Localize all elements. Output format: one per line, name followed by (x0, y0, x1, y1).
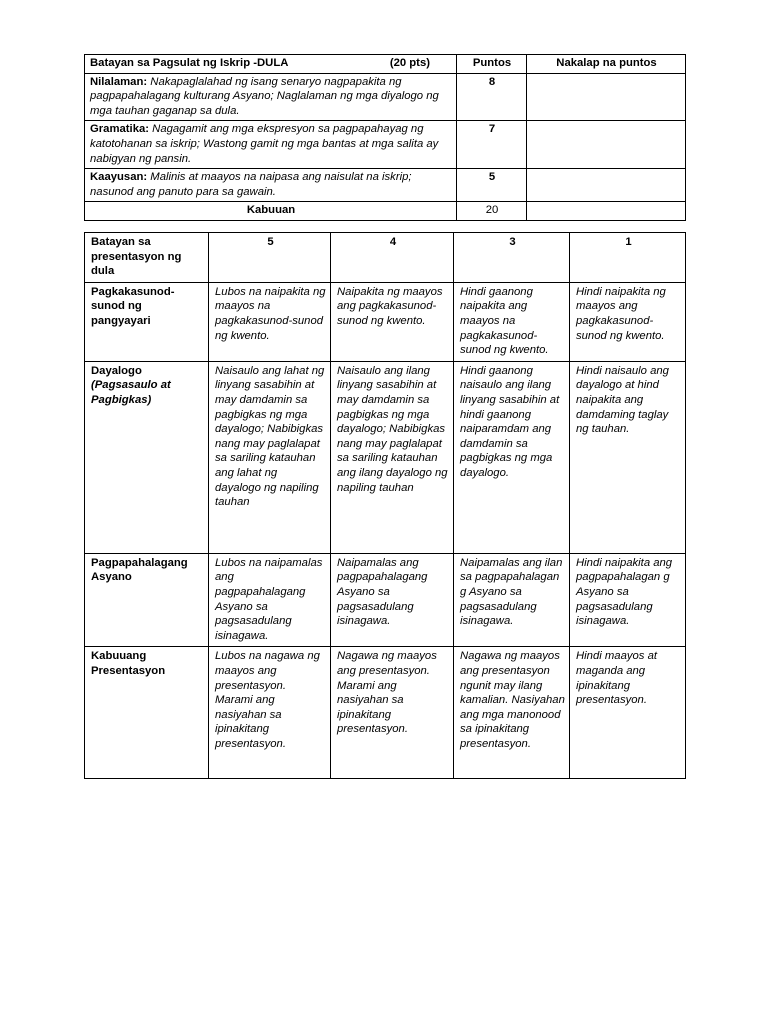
criteria-cell (85, 169, 457, 202)
points-cell: 7 (457, 121, 527, 169)
script-rubric-title-cell (85, 55, 457, 74)
table-row (85, 647, 686, 779)
criteria-header: Batayan sa presentasyon ng dula (85, 233, 209, 283)
table-row (85, 282, 686, 361)
score-5-header: 5 (209, 233, 331, 283)
score-4-description: Nagawa ng maayos ang presentasyon. Marami ang nasiyahan sa ipinakitang presentasyon. (331, 647, 454, 779)
criteria-description: Nagagamit ang mga ekspresyon sa pagpapahayag ng katotohanan sa iskrip; Wastong gamit ng mga bantas at mga salita ay nabigyan ng pansin. (90, 123, 439, 165)
total-earned-cell[interactable] (527, 202, 686, 221)
score-1-description: Hindi naipakita ng maayos ang pagkakasunod-sunod ng kwento. (570, 282, 686, 361)
total-label: Kabuuan (85, 202, 457, 221)
score-4-header: 4 (331, 233, 454, 283)
table-row (85, 169, 686, 202)
col-nakalap-header: Nakalap na puntos (527, 55, 686, 74)
criteria-sublabel: (Pagsasaulo at Pagbigkas) (91, 379, 171, 406)
earned-points-cell[interactable] (527, 169, 686, 202)
criteria-label: Gramatika: (90, 123, 150, 136)
score-3-header: 3 (454, 233, 570, 283)
score-1-header: 1 (570, 233, 686, 283)
earned-points-cell[interactable] (527, 121, 686, 169)
criteria-label: Pagkakasunod-sunod ng pangyayari (85, 282, 209, 361)
presentation-rubric-header (85, 233, 686, 283)
criteria-label: Kaayusan: (90, 171, 148, 184)
script-rubric-title: Batayan sa Pagsulat ng Iskrip -DULA (90, 57, 289, 69)
table-row (85, 553, 686, 647)
criteria-label: Pagpapahalagang Asyano (85, 553, 209, 647)
earned-points-cell[interactable] (527, 73, 686, 121)
score-4-description: Naipakita ng maayos ang pagkakasunod-sunod ng kwento. (331, 282, 454, 361)
points-cell: 8 (457, 73, 527, 121)
score-3-description: Nagawa ng maayos ang presentasyon ngunit may ilang kamalian. Nasiyahan ang mga manonood sa ipinakitang presentasyon. (454, 647, 570, 779)
criteria-cell (85, 121, 457, 169)
criteria-label: Dayalogo (91, 364, 142, 377)
score-5-description: Naisaulo ang lahat ng linyang sasabihin at may damdamin sa pagbigkas ng mga dayalogo; Nabibigkas nang may paglalapat sa sariling katauhan ang lahat ng dayalogo ng napiling tauhan (209, 361, 331, 553)
script-rubric-table (84, 54, 686, 221)
points-cell: 5 (457, 169, 527, 202)
criteria-description: Nakapaglalahad ng isang senaryo nagpapakita ng pagpapahalagang kulturang Asyano; Naglalaman ng mga diyalogo ng mga tauhan gaganap sa dula. (90, 75, 439, 117)
score-1-description: Hindi naisaulo ang dayalogo at hind naipakita ang damdaming taglay ng tauhan. (570, 361, 686, 553)
score-4-description: Naisaulo ang ilang linyang sasabihin at may damdamin sa pagbigkas ng mga dayalogo; Nabibigkas nang may paglalapat sa sariling katauhan ang ilang dayalogo ng napiling tauhan (331, 361, 454, 553)
table-row (85, 361, 686, 553)
score-4-description: Naipamalas ang pagpapahalagang Asyano sa pagsasadulang isinagawa. (331, 553, 454, 647)
criteria-label-cell (85, 361, 209, 553)
score-1-description: Hindi maayos at maganda ang ipinakitang presentasyon. (570, 647, 686, 779)
score-3-description: Naipamalas ang ilan sa pagpapahalagan g Asyano sa pagsasadulang isinagawa. (454, 553, 570, 647)
total-row (85, 202, 686, 221)
score-3-description: Hindi gaanong naisaulo ang ilang linyang sasabihin at hindi gaanong naiparamdam ang damdamin sa pagbigkas ng mga dayalogo. (454, 361, 570, 553)
score-3-description: Hindi gaanong naipakita ang maayos na pagkakasunod-sunod ng kwento. (454, 282, 570, 361)
score-5-description: Lubos na naipakita ng maayos na pagkakasunod-sunod ng kwento. (209, 282, 331, 361)
table-row (85, 121, 686, 169)
criteria-cell (85, 73, 457, 121)
script-rubric-header (85, 55, 686, 74)
score-1-description: Hindi naipakita ang pagpapahalagan g Asyano sa pagsasadulang isinagawa. (570, 553, 686, 647)
criteria-label: Kabuuang Presentasyon (85, 647, 209, 779)
criteria-label: Nilalaman: (90, 75, 148, 88)
col-puntos-header: Puntos (457, 55, 527, 74)
script-rubric-total-points: (20 pts) (389, 57, 430, 69)
table-row (85, 73, 686, 121)
score-5-description: Lubos na naipamalas ang pagpapahalagang Asyano sa pagsasadulang isinagawa. (209, 553, 331, 647)
presentation-rubric-table (84, 232, 686, 779)
criteria-description: Malinis at maayos na naipasa ang naisulat na iskrip; nasunod ang panuto para sa gawain. (90, 171, 412, 198)
score-5-description: Lubos na nagawa ng maayos ang presentasyon. Marami ang nasiyahan sa ipinakitang presentasyon. (209, 647, 331, 779)
total-points: 20 (457, 202, 527, 221)
